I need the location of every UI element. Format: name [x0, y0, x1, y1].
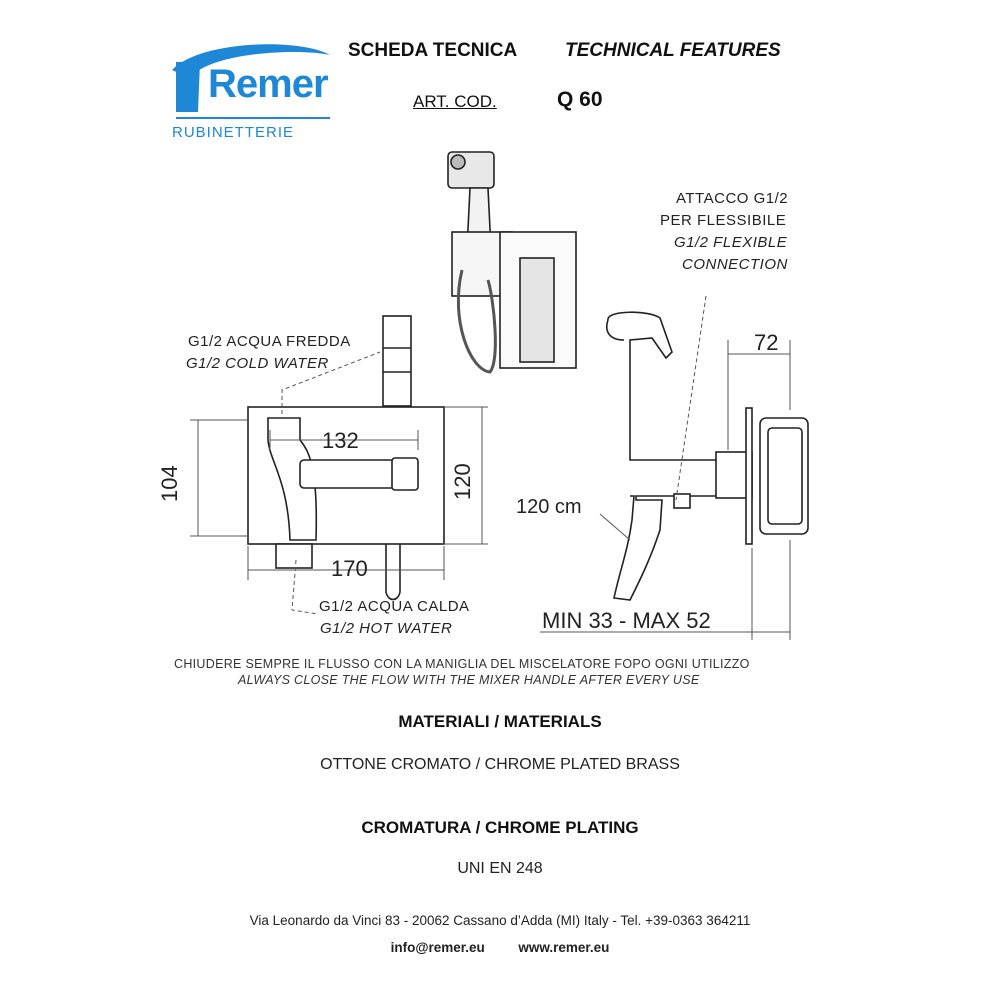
dimension-132: 132	[322, 428, 359, 453]
logo-subtitle: RUBINETTERIE	[172, 124, 295, 141]
art-cod-label: ART. COD.	[413, 92, 497, 111]
dimension-72: 72	[754, 330, 779, 355]
cold-water-label-it: G1/2 ACQUA FREDDA	[188, 333, 351, 350]
dimension-hose-length: 120 cm	[516, 496, 582, 518]
art-cod-value: Q 60	[557, 88, 603, 111]
title-italian: SCHEDA TECNICA	[348, 40, 518, 61]
warning-italian: CHIUDERE SEMPRE IL FLUSSO CON LA MANIGLIA DEL MISCELATORE FOPO OGNI UTILIZZO	[174, 657, 750, 671]
plating-heading: CROMATURA / CHROME PLATING	[361, 818, 639, 837]
warning-english: ALWAYS CLOSE THE FLOW WITH THE MIXER HANDLE AFTER EVERY USE	[238, 673, 700, 687]
materials-value: OTTONE CROMATO / CHROME PLATED BRASS	[320, 756, 680, 773]
footer-contacts	[0, 940, 1000, 955]
flex-label-en-1: G1/2 FLEXIBLE	[674, 234, 788, 251]
flex-label-it-1: ATTACCO G1/2	[676, 190, 789, 207]
flex-label-en-2: CONNECTION	[682, 256, 788, 273]
footer-address: Via Leonardo da Vinci 83 - 20062 Cassano d’Adda (MI) Italy - Tel. +39-0363 364211	[249, 913, 751, 928]
logo-brand: Remer	[208, 62, 328, 106]
footer-website[interactable]: www.remer.eu	[518, 940, 610, 955]
product-photo	[448, 152, 576, 372]
plating-value: UNI EN 248	[457, 860, 543, 877]
dimension-120: 120	[450, 463, 475, 500]
dimension-min-max: MIN 33 - MAX 52	[542, 608, 711, 633]
title-english: TECHNICAL FEATURES	[565, 40, 781, 61]
footer-email[interactable]: info@remer.eu	[390, 940, 485, 955]
hot-water-label-en: G1/2 HOT WATER	[320, 620, 453, 637]
flex-label-it-2: PER FLESSIBILE	[660, 212, 787, 229]
materials-heading: MATERIALI / MATERIALS	[398, 712, 602, 731]
dimension-170: 170	[331, 556, 368, 581]
dimension-104: 104	[157, 465, 182, 502]
hot-water-label-it: G1/2 ACQUA CALDA	[319, 598, 470, 615]
cold-water-label-en: G1/2 COLD WATER	[186, 355, 329, 372]
